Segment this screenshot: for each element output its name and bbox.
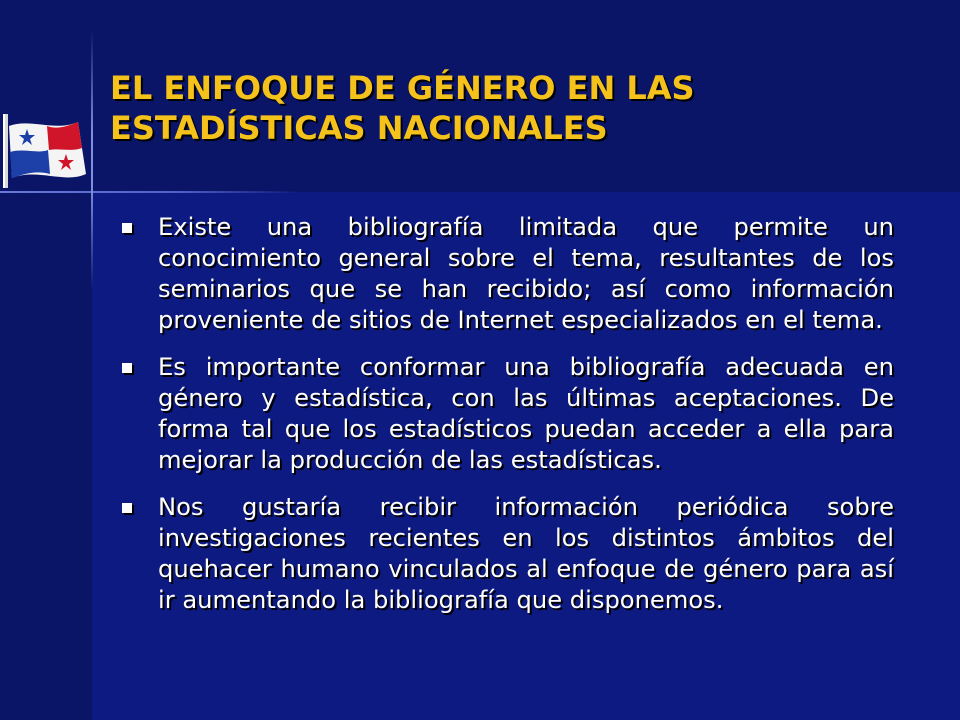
bullet-item [120, 212, 894, 336]
square-bullet-icon [122, 503, 132, 513]
bullet-text: Nos gustaría recibir información periódica sobre investigaciones recientes en los distintos ámbitos del quehacer humano vinculados al enfoque de género para así ir aumentando la bibliografía que disponemos. [158, 493, 894, 614]
bullet-item [120, 492, 894, 616]
bullet-text: Existe una bibliografía limitada que permite un conocimiento general sobre el tema, resultantes de los seminarios que se han recibido; así como información proveniente de sitios de Internet especializados en el tema. [158, 213, 894, 334]
left-band [0, 0, 92, 720]
square-bullet-icon [122, 223, 132, 233]
panama-flag-icon [0, 112, 96, 192]
divider-vertical [91, 30, 93, 290]
bullet-item [120, 352, 894, 476]
slide-title: EL ENFOQUE DE GÉNERO EN LAS ESTADÍSTICAS NACIONALES [110, 69, 695, 147]
divider-horizontal [0, 191, 300, 193]
square-bullet-icon [122, 363, 132, 373]
bullet-list [120, 212, 894, 632]
bullet-text: Es importante conformar una bibliografía adecuada en género y estadística, con las últimas aceptaciones. De forma tal que los estadísticos puedan acceder a ella para mejorar la producción de las estadísticas. [158, 353, 894, 474]
